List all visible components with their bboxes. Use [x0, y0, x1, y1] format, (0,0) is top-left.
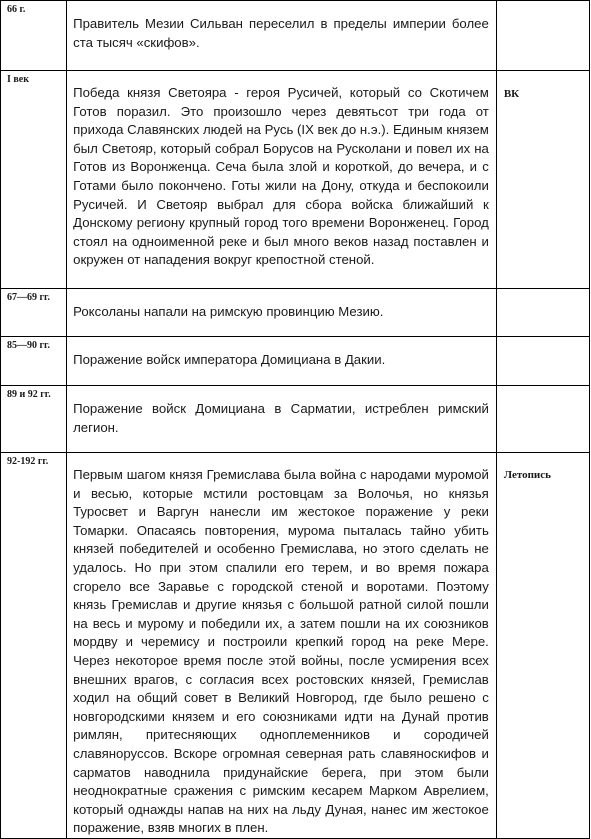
event-text: Правитель Мезии Сильван переселил в пределы империи более ста тысяч «скифов». — [67, 1, 497, 71]
table-row — [1, 337, 590, 386]
table-row — [1, 386, 590, 453]
source-cell: Летопись — [496, 453, 589, 839]
source-cell — [496, 386, 589, 453]
source-cell — [496, 337, 589, 386]
table-row — [1, 71, 590, 289]
table-row — [1, 453, 590, 839]
source-cell — [496, 289, 589, 337]
date-cell: 85—90 гг. — [1, 337, 67, 386]
event-text: Поражение войск императора Домициана в Дакии. — [67, 337, 497, 386]
date-cell: 92-192 гг. — [1, 453, 67, 839]
source-cell: ВК — [496, 71, 589, 289]
date-cell: 66 г. — [1, 1, 67, 71]
date-cell: I век — [1, 71, 67, 289]
source-cell — [496, 1, 589, 71]
date-cell: 89 и 92 гг. — [1, 386, 67, 453]
event-text: Поражение войск Домициана в Сарматии, истреблен римский легион. — [67, 386, 497, 453]
event-text: Первым шагом князя Гремислава была война с народами муромой и весью, которые мстили ростовцам за Волочья, но князья Туросвет и Варгун нанесли им жестокое поражение у реки Томарки. Опасаясь повторения, мурома пыталась тайно убить князей победителей и особенно Гремислава, но этого сделать не удалось. Но при этом спалили его терем, и во время пожара сгорело все Заравье с городской стеной и воротами. Поэтому князь Гремислав и другие князья с большой ратной силой пошли на весь и мурому и победили их, а затем пошли на их союзников мордву и черемису и построили крепкий город на реке Мере. Через некоторое время после этой войны, после усмирения всех внешних врагов, с согласия всех ростовских князей, Гремислав ходил на общий совет в Великий Новгород, где было решено с новгородскими князем и его союзниками идти на Дунай против римлян, притесняющих одноплеменников и сородичей славяноруссов. Вскоре огромная северная рать славяноскифов и сарматов наводнила придунайские берега, при этом были неоднократные сражения с римским кесарем Марком Аврелием, который однажды напав на них на льду Дуная, нанес им жестокое поражение, взяв многих в плен. — [67, 453, 497, 839]
table-row — [1, 289, 590, 337]
table-row — [1, 1, 590, 71]
event-text: Роксоланы напали на римскую провинцию Мезию. — [67, 289, 497, 337]
date-cell: 67—69 гг. — [1, 289, 67, 337]
event-text: Победа князя Светояра - героя Русичей, который со Скотичем Готов поразил. Это произошло через девятьсот три года от прихода Славянских людей на Русь (IX век до н.э.). Единым князем был Светояр, который собрал Борусов на Русколани и повел их на Готов из Воронженца. Сеча была злой и короткой, до вечера, и с Готами было покончено. Готы жили на Дону, откуда и беспокоили Русичей. И Светояр выбрал для сбора войска ближайший к Донскому региону крупный город того времени Воронженец. Город стоял на одноименной реке и был много веков назад поставлен и окружен от нападения вокруг крепостной стеной. — [67, 71, 497, 289]
